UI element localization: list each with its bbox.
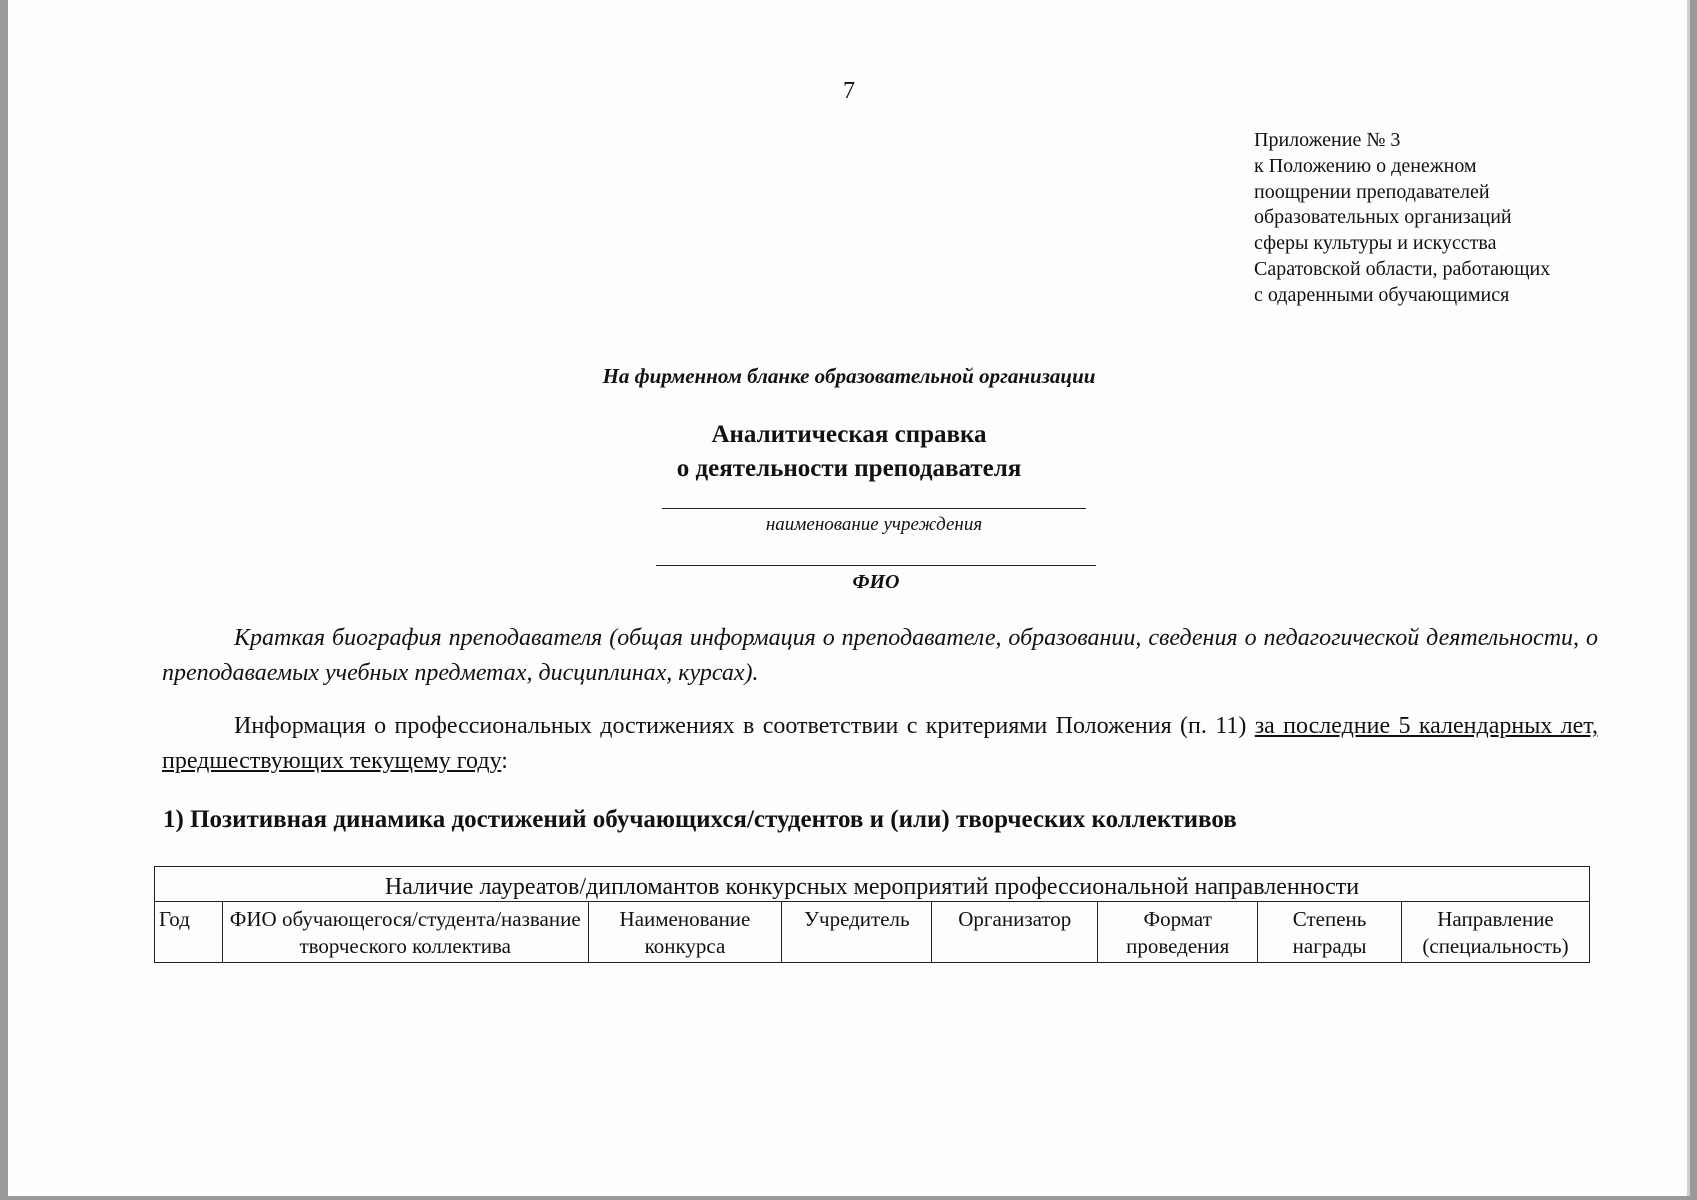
letterhead-note: На фирменном бланке образовательной организации (602, 364, 1096, 388)
title-line-1: Аналитическая справка (711, 421, 987, 448)
appendix-reference (1254, 128, 1654, 309)
appendix-line: сферы культуры и искусства (1254, 232, 1497, 255)
fio-caption: ФИО (852, 571, 900, 593)
appendix-line: с одаренными обучающимися (1254, 283, 1510, 306)
document-page (8, 0, 1690, 1196)
achievements-text: Информация о профессиональных достижениях в соответствии с критериями Положения (п. 11) (234, 713, 1255, 739)
achievements-paragraph (162, 709, 1598, 779)
awards-table (154, 866, 1590, 963)
column-header-year: Год (155, 902, 223, 963)
table-header-row (155, 902, 1590, 963)
column-header-student: ФИО обучающегося/студента/название творческого коллектива (222, 902, 588, 963)
appendix-line: образовательных организаций (1254, 206, 1512, 229)
achievements-tail: : (501, 748, 508, 774)
achievements-period: за последние 5 календарных лет, предшествующих текущему году (162, 713, 1598, 774)
institution-blank-line (662, 508, 1086, 509)
section-heading: 1) Позитивная динамика достижений обучающихся/студентов и (или) творческих коллективов (163, 806, 1237, 833)
column-header-contest: Наименование конкурса (588, 902, 782, 963)
appendix-line: Саратовской области, работающих (1254, 257, 1551, 280)
appendix-line: Приложение № 3 (1254, 129, 1401, 151)
column-header-founder: Учредитель (782, 902, 932, 963)
page-number: 7 (843, 78, 855, 104)
title-line-2: о деятельности преподавателя (676, 455, 1022, 482)
institution-caption: наименование учреждения (765, 514, 983, 535)
column-header-award: Степень награды (1258, 902, 1402, 963)
column-header-specialty: Направление (специальность) (1402, 902, 1590, 963)
appendix-line: поощрении преподавателей (1254, 180, 1490, 203)
biography-paragraph: Краткая биография преподавателя (общая информация о преподавателе, образовании, сведения о педагогической деятельности, о преподаваемых учебных предметах, дисциплинах, курсах). (162, 625, 1598, 686)
document-title (8, 418, 1690, 486)
column-header-format: Формат проведения (1098, 902, 1258, 963)
column-header-organizer: Организатор (932, 902, 1098, 963)
fio-blank-line (656, 565, 1096, 566)
appendix-line: к Положению о денежном (1254, 154, 1477, 177)
table-caption: Наличие лауреатов/дипломантов конкурсных мероприятий профессиональной направленности (155, 867, 1590, 902)
